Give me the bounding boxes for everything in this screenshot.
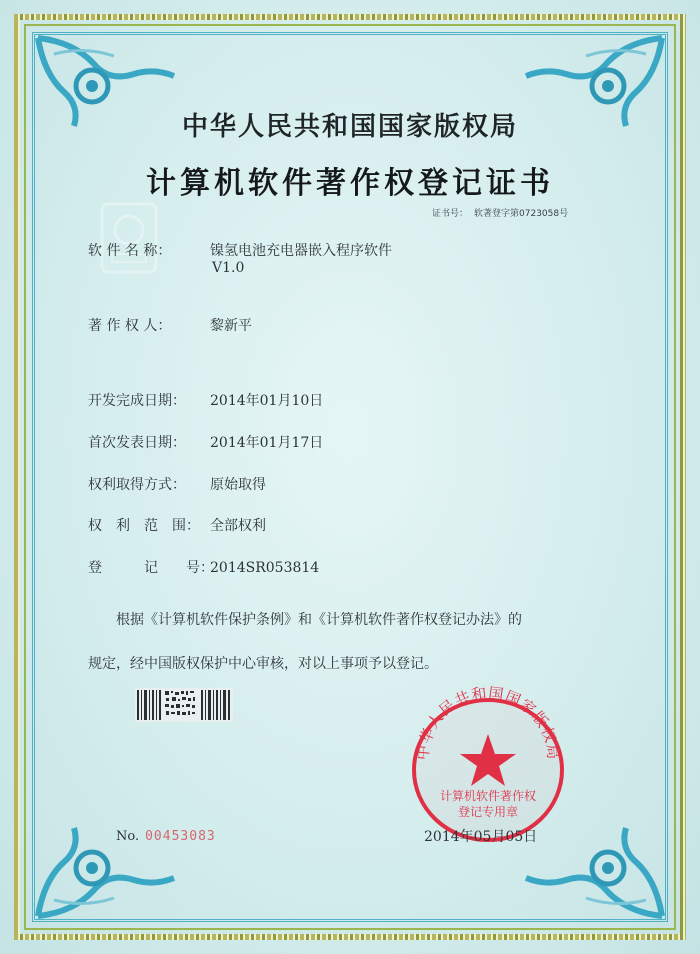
rights-scope-row xyxy=(88,515,266,535)
publication-date-row xyxy=(88,432,323,452)
copyright-owner-value: 黎新平 xyxy=(210,318,252,334)
registration-number-value: 2014SR053814 xyxy=(210,560,320,576)
acquisition-method-label: 权利取得方式： xyxy=(88,477,186,493)
rights-scope-value: 全部权利 xyxy=(210,518,266,534)
serial-number-value: 00453083 xyxy=(145,829,216,844)
software-name-value: 镍氢电池充电器嵌入程序软件 xyxy=(210,243,392,259)
software-version: V1.0 xyxy=(212,260,245,276)
body-paragraph-line-2: 规定，经中国版权保护中心审核，对以上事项予以登记。 xyxy=(88,656,438,672)
copyright-owner-row xyxy=(88,315,252,335)
body-paragraph-line-1: 根据《计算机软件保护条例》和《计算机软件著作权登记办法》的 xyxy=(116,612,522,628)
seal-text-line-2: 登记专用章 xyxy=(457,805,518,819)
watermark-emblem-icon xyxy=(98,200,160,276)
official-seal-icon xyxy=(398,684,578,846)
software-name-label: 软 件 名 称： xyxy=(88,243,172,259)
publication-date-label: 首次发表日期： xyxy=(88,435,186,451)
issue-date: 2014年05月05日 xyxy=(424,829,538,845)
registration-number-row xyxy=(88,557,319,577)
barcode-icon xyxy=(135,688,233,722)
certificate-title: 计算机软件著作权登记证书 xyxy=(146,166,554,201)
registration-number-label: 登 记 号： xyxy=(88,560,214,576)
seal-ring-text: 中华人民共和国国家版权局 xyxy=(413,684,563,761)
acquisition-method-value: 原始取得 xyxy=(210,477,266,493)
copyright-owner-label: 著 作 权 人： xyxy=(88,318,172,334)
seal-text-line-1: 计算机软件著作权 xyxy=(439,789,536,803)
rights-scope-label: 权 利 范 围： xyxy=(88,518,200,534)
certificate-number-value: 软著登字第0723058号 xyxy=(474,209,569,219)
development-date-value: 2014年01月10日 xyxy=(210,393,324,409)
serial-number xyxy=(116,829,216,844)
development-date-label: 开发完成日期： xyxy=(88,393,186,409)
issuing-agency: 中华人民共和国国家版权局 xyxy=(181,112,518,142)
serial-number-label: No. xyxy=(116,829,140,844)
software-name-row xyxy=(88,240,392,260)
certificate-number-label: 证书号： xyxy=(432,209,469,219)
publication-date-value: 2014年01月17日 xyxy=(210,435,324,451)
acquisition-method-row xyxy=(88,474,266,494)
development-date-row xyxy=(88,390,323,410)
certificate-number xyxy=(432,206,568,219)
